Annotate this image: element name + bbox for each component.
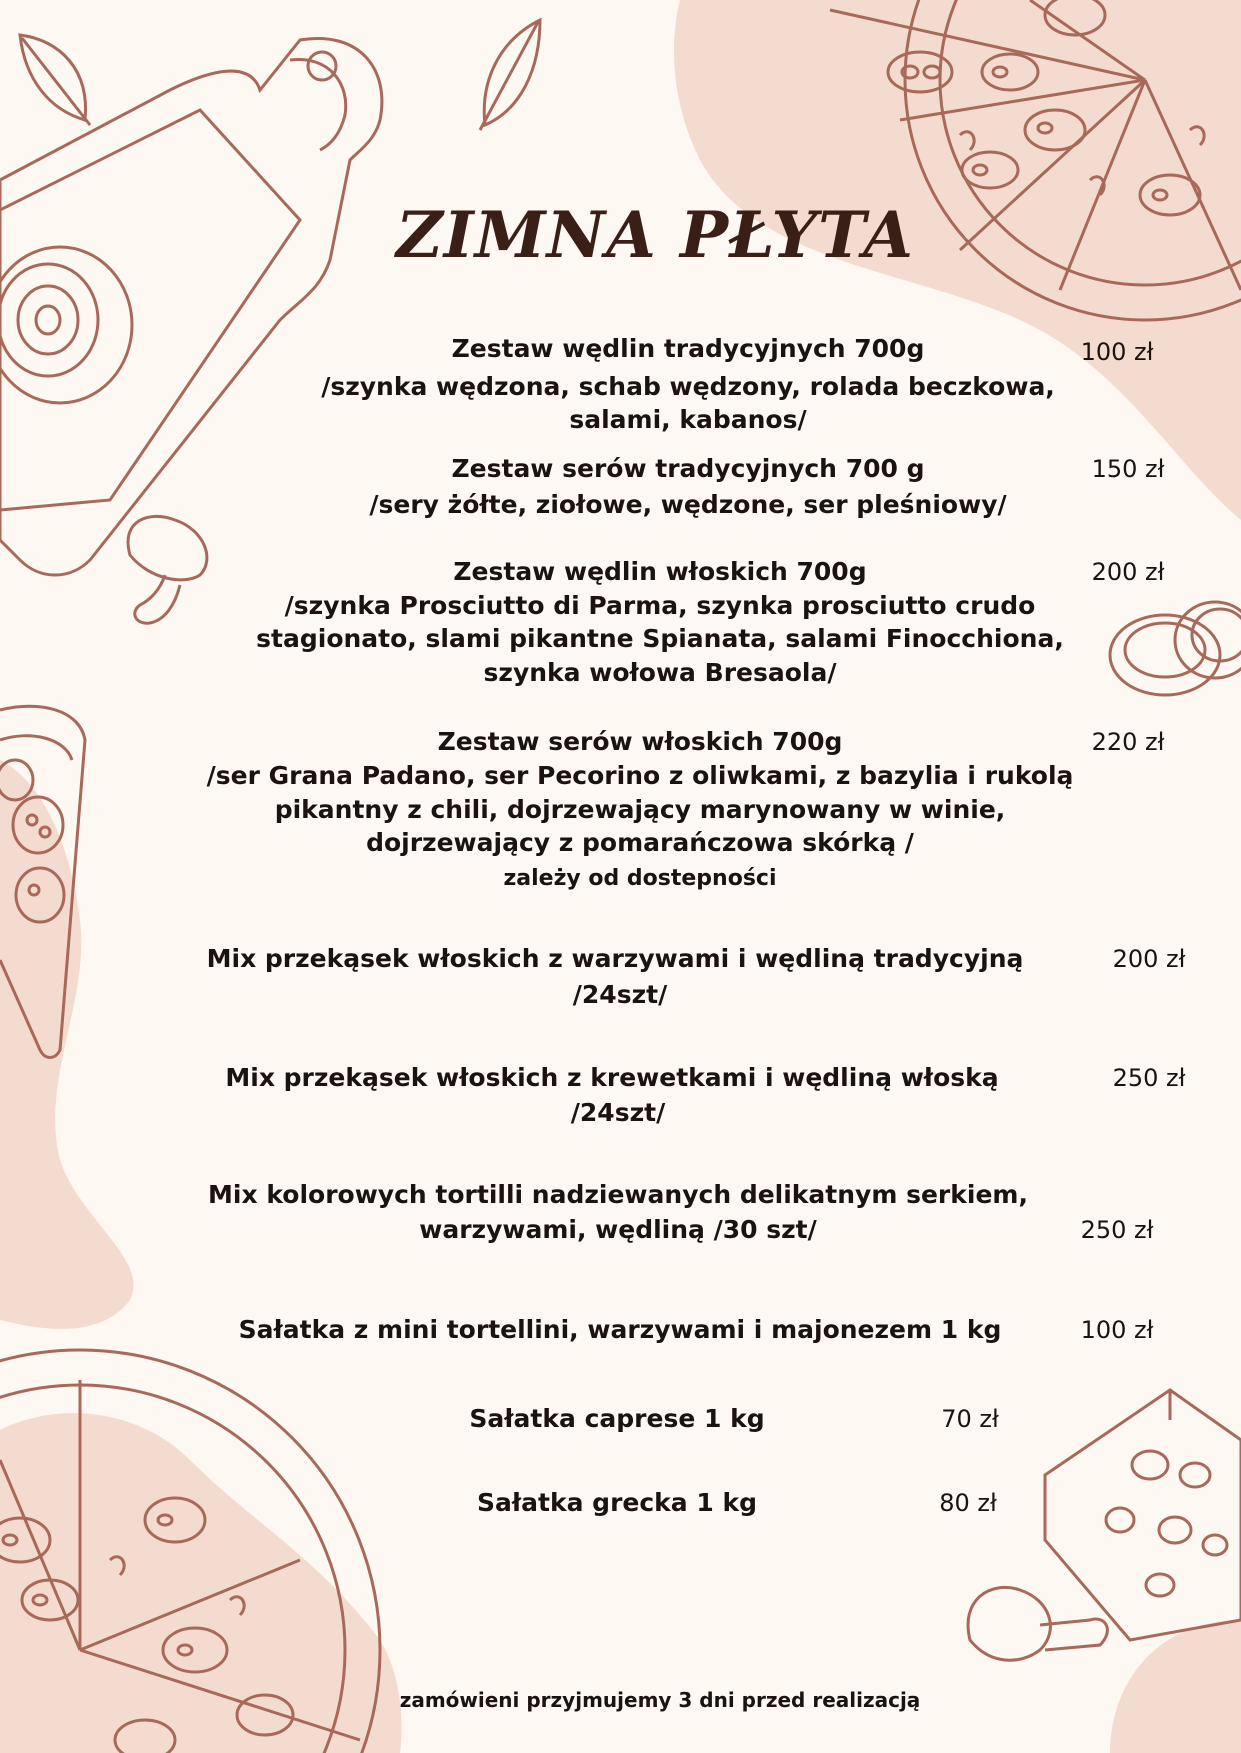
mushroom-slice-icon — [1110, 602, 1241, 695]
item-1-price: 100 zł — [1080, 338, 1154, 366]
item-7-price: 250 zł — [1080, 1216, 1154, 1244]
item-4-availability-note: zależy od dostepności — [503, 866, 777, 891]
item-4-desc-2: pikantny z chili, dojrzewający marynowany w winie, — [274, 795, 1006, 824]
item-3-desc-3: szynka wołowa Bresaola/ — [483, 658, 837, 687]
item-3-price: 200 zł — [1091, 558, 1165, 586]
item-8-name: Sałatka z mini tortellini, warzywami i majonezem 1 kg — [238, 1315, 1002, 1344]
item-1-name: Zestaw wędlin tradycyjnych 700g — [451, 334, 925, 363]
item-2-price: 150 zł — [1091, 455, 1165, 483]
item-8-price: 100 zł — [1080, 1316, 1154, 1344]
item-6-price: 250 zł — [1112, 1064, 1186, 1092]
item-3-name: Zestaw wędlin włoskich 700g — [453, 557, 867, 586]
item-1-desc-1: /szynka wędzona, schab wędzony, rolada beczkowa, — [321, 372, 1055, 401]
item-9-name: Sałatka caprese 1 kg — [469, 1404, 765, 1433]
item-2-desc-1: /sery żółte, ziołowe, wędzone, ser pleśniowy/ — [369, 490, 1007, 519]
item-2-name: Zestaw serów tradycyjnych 700 g — [451, 454, 925, 483]
item-3-desc-2: stagionato, slami pikantne Spianata, salami Finocchiona, — [256, 624, 1064, 653]
item-7-desc-1: warzywami, wędliną /30 szt/ — [419, 1215, 817, 1244]
item-5-price: 200 zł — [1112, 945, 1186, 973]
order-notice-footer: zamówieni przyjmujemy 3 dni przed realizacją — [399, 1688, 921, 1712]
item-5-name: Mix przekąsek włoskich z warzywami i wędliną tradycyjną — [206, 944, 1024, 973]
item-4-desc-1: /ser Grana Padano, ser Pecorino z oliwkami, z bazylia i rukolą — [206, 761, 1074, 790]
mushroom-icon — [128, 516, 207, 623]
item-5-desc-1: /24szt/ — [572, 980, 668, 1009]
item-6-name: Mix przekąsek włoskich z krewetkami i wędliną włoską — [225, 1063, 999, 1092]
cutting-board-icon — [0, 38, 382, 575]
item-6-desc-1: /24szt/ — [570, 1098, 666, 1127]
item-10-price: 80 zł — [939, 1489, 997, 1517]
item-1-desc-2: salami, kabanos/ — [569, 405, 807, 434]
item-4-price: 220 zł — [1091, 728, 1165, 756]
mushroom-icon-2 — [968, 1587, 1107, 1660]
cheese-icon — [1045, 1390, 1241, 1640]
leaf-icon — [20, 20, 540, 130]
item-7-name: Mix kolorowych tortilli nadziewanych delikatnym serkiem, — [208, 1180, 1028, 1209]
item-3-desc-1: /szynka Prosciutto di Parma, szynka prosciutto crudo — [284, 591, 1036, 620]
item-10-name: Sałatka grecka 1 kg — [477, 1488, 757, 1517]
menu-title: ZIMNA PŁYTA — [396, 198, 914, 273]
item-4-desc-3: dojrzewający z pomarańczowa skórką / — [366, 828, 914, 857]
item-4-name: Zestaw serów włoskich 700g — [437, 727, 843, 756]
item-9-price: 70 zł — [941, 1405, 999, 1433]
